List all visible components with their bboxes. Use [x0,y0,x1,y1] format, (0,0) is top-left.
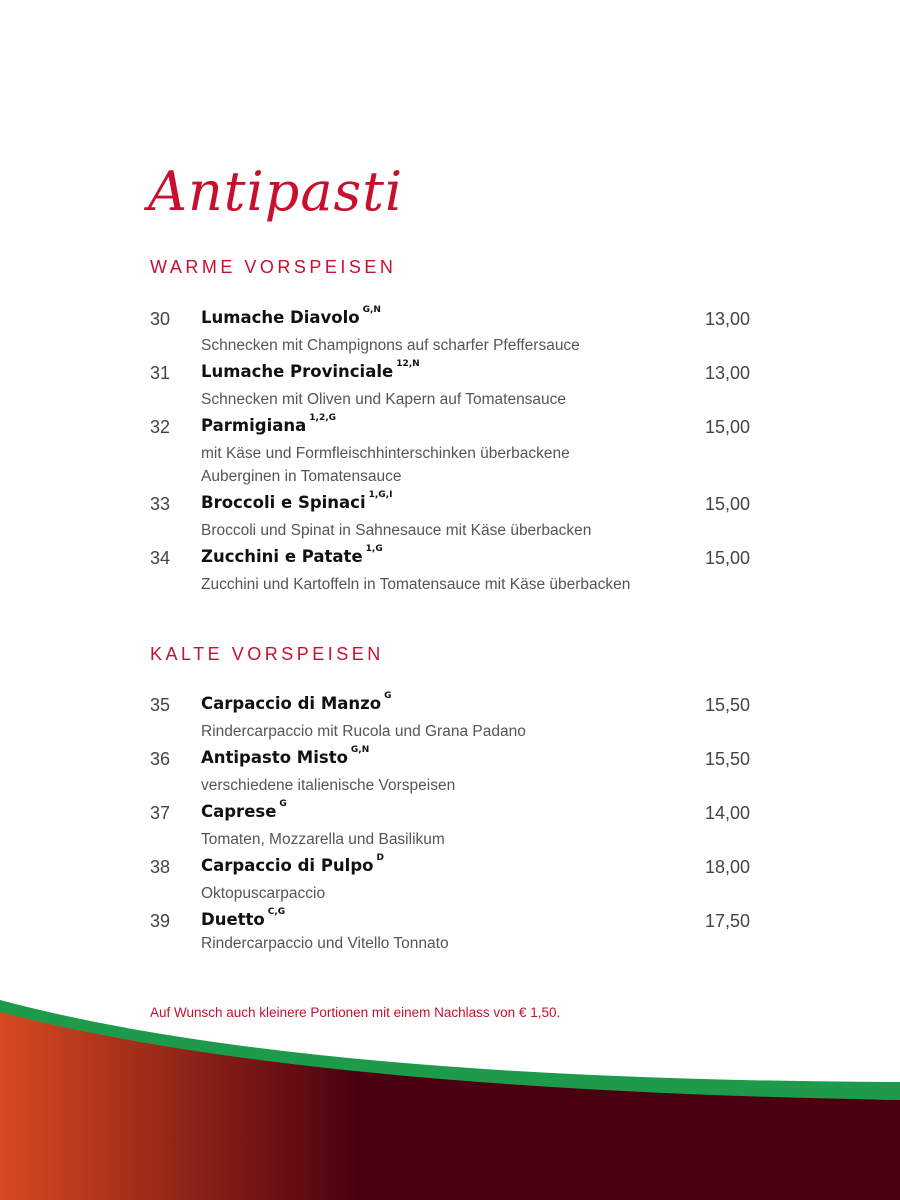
allergen-codes: C,G [267,907,286,917]
item-name: Broccoli e Spinaci $^{1,G,I}$ [201,490,393,512]
item-description: Oktopuscarpaccio [201,885,326,902]
item-number: 37 [150,803,171,823]
allergen-codes: 1,G,I [368,490,393,500]
item-number: 36 [150,749,171,769]
item-number: 30 [150,309,171,329]
menu-list-warm [150,307,750,600]
item-description: Zucchini und Kartoffeln in Tomatensauce mit Käse überbacken [201,576,631,593]
menu-item [150,747,750,801]
item-description: Schnecken mit Oliven und Kapern auf Tomatensauce [201,391,567,408]
allergen-codes: 1,G [365,544,383,554]
allergen-codes: 12,N [396,359,420,369]
item-name: Antipasto Misto $^{G,N}$ [201,745,370,767]
portion-footnote: Auf Wunsch auch kleinere Portionen mit einem Nachlass von € 1,50. [150,1005,561,1020]
item-description: verschiedene italienische Vorspeisen [201,777,456,794]
allergen-codes: G,N [350,745,370,755]
menu-item [150,361,750,415]
item-number: 35 [150,695,171,715]
menu-item [150,693,750,747]
item-name: Carpaccio di Pulpo $^D$ [201,853,384,875]
item-number: 33 [150,494,171,514]
item-name: Lumache Diavolo $^{G,N}$ [201,305,381,327]
section-heading-cold: KALTE VORSPEISEN [150,644,384,664]
item-description: Rindercarpaccio mit Rucola und Grana Padano [201,723,526,740]
item-price: 15,00 [704,417,750,437]
item-name: Caprese $^G$ [201,799,287,821]
section-heading-warm: WARME VORSPEISEN [150,257,397,277]
item-description: Rindercarpaccio und Vitello Tonnato [201,935,449,952]
item-name: Lumache Provinciale $^{12,N}$ [201,359,420,381]
item-price: 13,00 [704,309,750,329]
menu-item [150,415,750,492]
menu-item [150,307,750,361]
allergen-codes: G [384,691,392,701]
item-description: Tomaten, Mozzarella und Basilikum [201,831,445,848]
item-price: 15,00 [704,494,750,514]
allergen-codes: D [376,853,384,863]
item-price: 15,50 [704,695,750,715]
item-number: 39 [150,911,171,931]
item-description: Schnecken mit Champignons auf scharfer Pfeffersauce [201,337,580,354]
menu-item [150,492,750,546]
item-description: Broccoli und Spinat in Sahnesauce mit Käse überbacken [201,522,592,539]
item-price: 17,50 [704,911,750,931]
item-price: 13,00 [704,363,750,383]
menu-list-cold [150,693,750,963]
menu-item [150,855,750,909]
item-name: Carpaccio di Manzo $^G$ [201,691,392,713]
menu-item [150,546,750,600]
item-price: 15,00 [704,548,750,568]
item-price: 15,50 [704,749,750,769]
footer-wave-decoration [0,990,900,1200]
item-number: 31 [150,363,171,383]
page-title: Antipasti [148,160,404,223]
menu-item [150,801,750,855]
item-number: 32 [150,417,171,437]
item-name: Zucchini e Patate $^{1,G}$ [201,544,383,566]
item-name: Duetto $^{C,G}$ [201,907,286,929]
menu-item [150,909,750,963]
item-number: 34 [150,548,171,568]
allergen-codes: G,N [362,305,381,315]
allergen-codes: G [279,799,287,809]
item-description: mit Käse und Formfleischhinterschinken überbackene Auberginen in Tomatensauce [201,445,570,485]
item-name: Parmigiana $^{1,2,G}$ [201,413,337,435]
item-price: 14,00 [704,803,750,823]
item-number: 38 [150,857,171,877]
allergen-codes: 1,2,G [309,413,337,423]
item-price: 18,00 [704,857,750,877]
